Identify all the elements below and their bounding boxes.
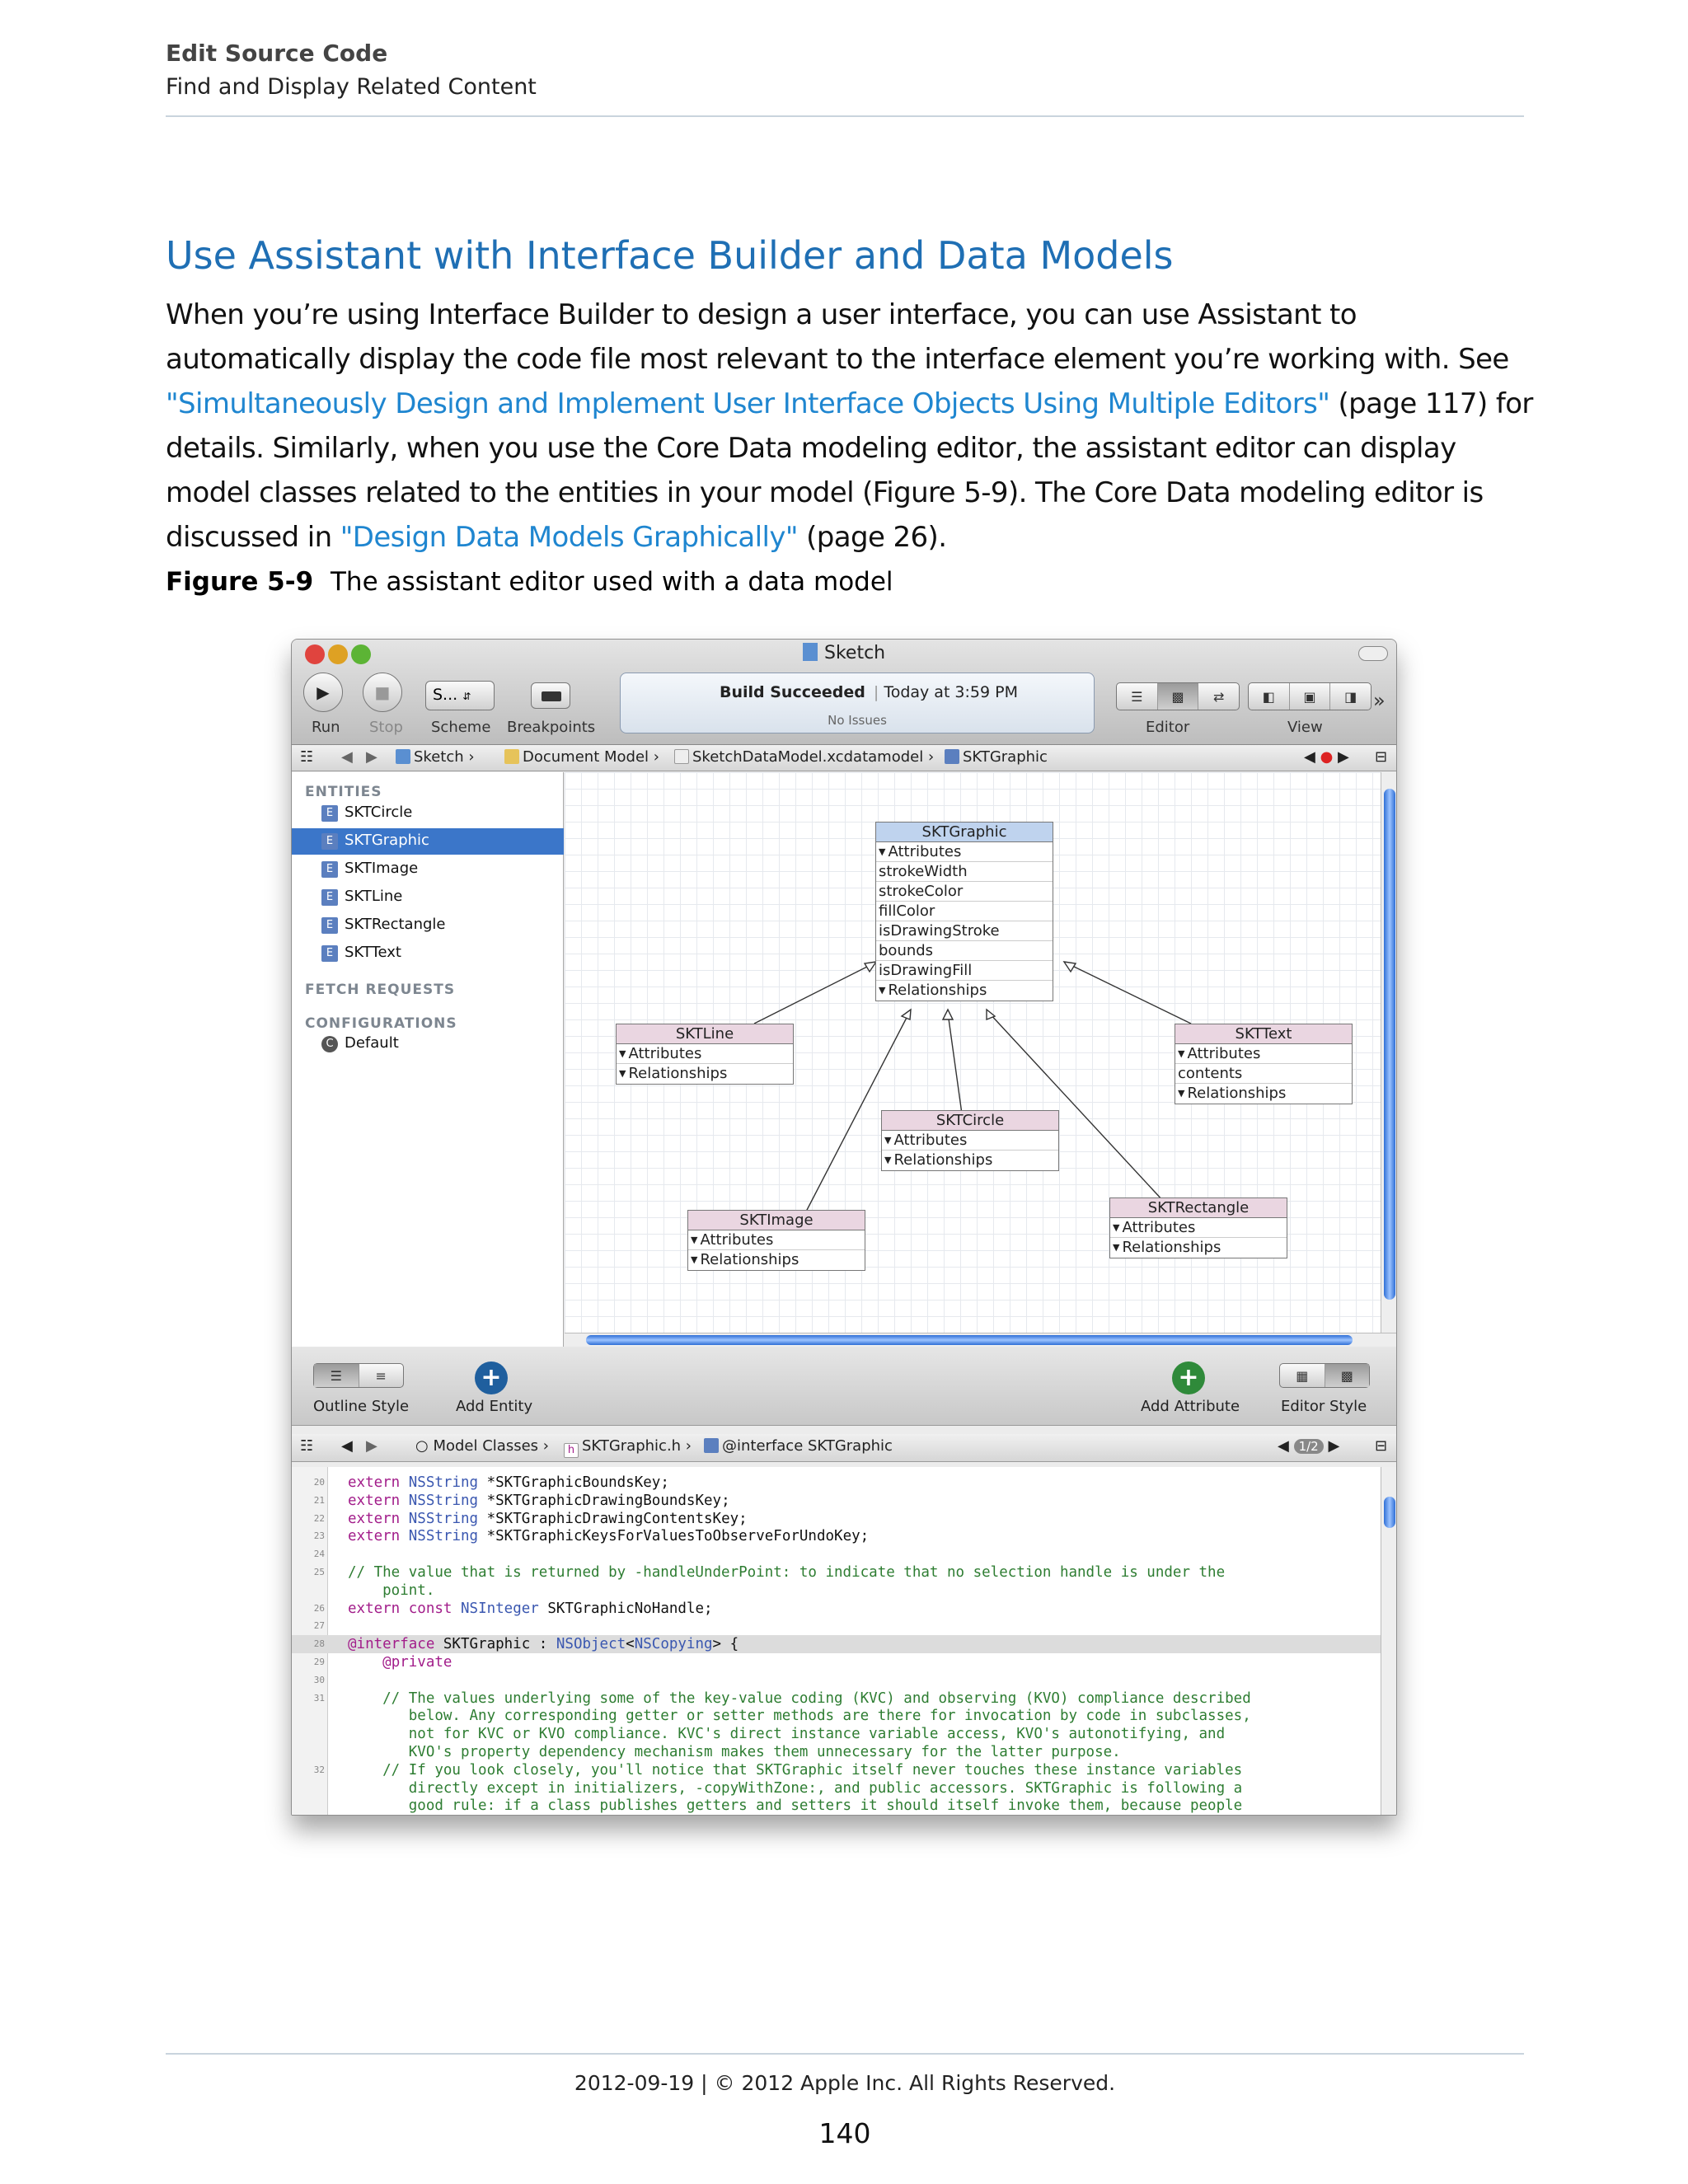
chapter-title: Edit Source Code	[166, 40, 388, 67]
code-line[interactable]	[292, 1474, 1381, 1492]
entity-title: SKTCircle	[882, 1111, 1058, 1131]
toolbar-toggle-button[interactable]	[1358, 646, 1388, 661]
code-line[interactable]	[292, 1761, 1381, 1779]
add-entity-button[interactable]: +	[475, 1361, 508, 1394]
relationships-section[interactable]: ▼ Relationships	[617, 1064, 793, 1084]
attribute-row[interactable]: bounds	[876, 941, 1053, 961]
code-text: // If you look closely, you'll notice that SKTGraphic itself never touches these instance variables	[348, 1761, 1243, 1779]
attributes-section[interactable]: ▼ Attributes	[617, 1044, 793, 1064]
code-line[interactable]	[292, 1600, 1381, 1618]
entity-box-sktline[interactable]	[616, 1024, 794, 1085]
code-line[interactable]	[292, 1527, 1381, 1545]
related-items-icon[interactable]: ☷	[300, 1437, 314, 1455]
jump-item-entity[interactable]: SKTGraphic	[945, 748, 1048, 766]
attribute-row[interactable]: isDrawingStroke	[876, 921, 1053, 941]
attributes-section[interactable]: ▼ Attributes	[1110, 1218, 1287, 1238]
body-paragraph	[166, 293, 1534, 560]
project-icon	[803, 643, 818, 661]
entity-box-sktrectangle[interactable]	[1109, 1197, 1287, 1258]
line-number: 32	[313, 1764, 325, 1775]
entity-icon: E	[321, 805, 338, 822]
forward-arrow-icon[interactable]: ▶	[366, 748, 377, 766]
window-toolbar	[292, 640, 1397, 745]
assistant-jump-bar	[292, 1434, 1397, 1462]
error-icon: ●	[1320, 748, 1334, 766]
attribute-row[interactable]: strokeWidth	[876, 862, 1053, 882]
code-line[interactable]	[292, 1671, 1381, 1690]
jump-item-file[interactable]: SketchDataModel.xcdatamodel ›	[674, 748, 934, 766]
arrowhead-skttext	[1064, 962, 1076, 972]
outline-style-control[interactable]	[313, 1363, 404, 1388]
scheme-value: S...	[433, 686, 458, 704]
jump-item-project[interactable]: Sketch ›	[396, 748, 475, 766]
entity-box-skttext[interactable]	[1175, 1024, 1353, 1104]
line-number: 25	[313, 1567, 325, 1577]
header-file-icon: h	[564, 1443, 579, 1458]
paragraph-text-1: When you’re using Interface Builder to design a user interface, you can use Assistant to automatically display the code file most relevant to the interface element you’re working with. See	[166, 298, 1509, 376]
navigator-toggle-icon[interactable]: ◧	[1249, 683, 1290, 710]
entity-icon: E	[321, 917, 338, 934]
entity-icon: E	[321, 945, 338, 962]
arrowhead-sktline	[865, 962, 876, 972]
code-line[interactable]	[292, 1653, 1381, 1671]
view-segmented-control[interactable]	[1248, 682, 1372, 710]
graph-style-icon[interactable]: ▩	[1325, 1364, 1370, 1387]
forward-arrow-icon[interactable]: ▶	[366, 1437, 377, 1455]
attribute-row[interactable]: contents	[1175, 1064, 1352, 1084]
run-label: Run	[312, 719, 340, 736]
code-text: extern NSString *SKTGraphicDrawingBoundsKey;	[348, 1492, 730, 1509]
entity-item-sktgraphic[interactable]: E SKTGraphic	[292, 828, 564, 855]
configuration-item-default[interactable]: C Default	[292, 1031, 564, 1057]
attributes-section[interactable]: ▼ Attributes	[876, 842, 1053, 862]
entity-item-sktrectangle[interactable]: E SKTRectangle	[292, 912, 564, 939]
entity-sidebar	[292, 772, 564, 1347]
counterpart-counter: 1/2	[1294, 1439, 1324, 1454]
entities-header: ENTITIES	[305, 784, 382, 800]
line-number: 23	[313, 1530, 325, 1542]
entity-icon: E	[321, 833, 338, 850]
view-label: View	[1287, 719, 1323, 736]
figure-caption	[166, 567, 893, 597]
link-multiple-editors[interactable]: "Simultaneously Design and Implement User Interface Objects Using Multiple Editors"	[166, 387, 1330, 420]
entity-title: SKTImage	[688, 1211, 865, 1230]
jump-item-group[interactable]: Document Model ›	[504, 748, 659, 766]
code-text: good rule: if a class publishes getters and setters it should itself invoke them, because people	[348, 1797, 1243, 1815]
entity-title: SKTText	[1175, 1024, 1352, 1044]
outline-style-label: Outline Style	[313, 1398, 410, 1415]
project-icon	[396, 749, 410, 764]
minimize-button[interactable]	[328, 644, 348, 664]
paragraph-text-3: (page 26).	[797, 521, 947, 554]
back-arrow-icon[interactable]: ◀	[341, 748, 353, 766]
window-title	[803, 643, 885, 663]
code-text: not for KVC or KVO compliance. KVC's direct instance variable access, KVO's autonotifying, and	[348, 1726, 1226, 1743]
code-line[interactable]	[292, 1492, 1381, 1510]
entity-box-sktimage[interactable]	[687, 1210, 865, 1271]
jump-bar	[292, 745, 1397, 771]
add-attribute-button[interactable]: +	[1172, 1361, 1205, 1394]
close-button[interactable]	[305, 644, 325, 664]
debug-area-toggle-icon[interactable]: ▣	[1290, 683, 1331, 710]
editor-style-label: Editor Style	[1281, 1398, 1367, 1415]
entity-icon	[945, 749, 959, 764]
code-text: @interface SKTGraphic : NSObject<NSCopying> {	[348, 1636, 739, 1653]
attribute-row[interactable]: isDrawingFill	[876, 961, 1053, 981]
stop-button[interactable]	[363, 673, 402, 712]
line-number: 30	[313, 1674, 325, 1685]
page-number: 140	[818, 2117, 871, 2149]
standard-editor-icon[interactable]: ☰	[1117, 683, 1158, 710]
utilities-toggle-icon[interactable]: ◨	[1344, 688, 1357, 705]
build-status: Build Succeeded	[720, 683, 865, 701]
code-text: @private	[382, 1654, 452, 1671]
code-line[interactable]	[292, 1545, 1381, 1563]
line-number: 31	[313, 1692, 325, 1704]
toolbar-overflow[interactable]: »	[1373, 689, 1386, 712]
line-number: 27	[313, 1620, 325, 1632]
stop-icon: ■	[374, 682, 391, 702]
code-text: directly except in initializers, -copyWithZone:, and public accessors. SKTGraphic is following a	[348, 1779, 1243, 1797]
play-icon: ▶	[316, 682, 330, 702]
issues-status: No Issues	[828, 713, 887, 728]
code-line[interactable]	[292, 1779, 1381, 1797]
entity-title: SKTLine	[617, 1024, 793, 1044]
page-header	[166, 38, 1524, 117]
code-line[interactable]	[292, 1510, 1381, 1528]
scroll-thumb[interactable]	[1384, 789, 1395, 1300]
entity-icon: E	[321, 861, 338, 878]
attributes-section[interactable]: ▼ Attributes	[882, 1131, 1058, 1151]
scroll-thumb[interactable]	[1384, 1497, 1395, 1528]
code-text: // The value that is returned by -handleUnderPoint: to indicate that no selection handle is under the	[348, 1564, 1226, 1581]
xcode-window	[291, 639, 1397, 1816]
add-attribute-label: Add Attribute	[1141, 1398, 1240, 1415]
stop-label: Stop	[369, 719, 403, 736]
line-number: 22	[313, 1512, 325, 1524]
issue-navigation[interactable]: ◀ ● ▶	[1304, 748, 1349, 766]
code-line[interactable]	[292, 1617, 1381, 1635]
build-time: Today at 3:59 PM	[884, 683, 1018, 701]
run-button[interactable]	[303, 673, 343, 712]
code-line[interactable]	[292, 1797, 1381, 1815]
relationships-section[interactable]: ▼ Relationships	[876, 981, 1053, 1001]
close-editor-icon[interactable]: ⊟	[1375, 748, 1388, 766]
assistant-mode-icon: ○	[415, 1437, 429, 1455]
scroll-thumb[interactable]	[586, 1335, 1353, 1345]
entity-box-sktgraphic[interactable]	[875, 822, 1053, 1001]
back-arrow-icon[interactable]: ◀	[341, 1437, 353, 1455]
relationships-section[interactable]: ▼ Relationships	[688, 1250, 865, 1270]
jump-item-interface[interactable]: @interface SKTGraphic	[704, 1437, 893, 1455]
entity-item-sktcircle[interactable]: E SKTCircle	[292, 800, 564, 827]
entity-item-sktline[interactable]: E SKTLine	[292, 884, 564, 911]
fetch-requests-header: FETCH REQUESTS	[305, 982, 456, 998]
section-title: Find and Display Related Content	[166, 74, 537, 100]
code-line[interactable]	[292, 1635, 1381, 1653]
relationships-section[interactable]: ▼ Relationships	[882, 1151, 1058, 1170]
line-number: 20	[313, 1477, 325, 1488]
code-text: // The values underlying some of the key-value coding (KVC) and observing (KVO) compliance described	[348, 1690, 1251, 1707]
code-text: KVO's property dependency mechanism makes them unnecessary for the latter purpose.	[348, 1744, 1121, 1760]
line-number: 28	[313, 1638, 325, 1650]
scheme-popup[interactable]	[425, 681, 495, 710]
entity-item-skttext[interactable]: E SKTText	[292, 940, 564, 967]
code-text: point.	[348, 1582, 435, 1599]
file-icon	[674, 749, 689, 764]
editor-segmented-control[interactable]	[1116, 682, 1240, 710]
list-icon[interactable]: ☰	[314, 1364, 359, 1387]
configuration-icon: C	[321, 1036, 338, 1052]
code-line[interactable]	[292, 1725, 1381, 1743]
code-text: extern NSString *SKTGraphicBoundsKey;	[348, 1474, 669, 1491]
assistant-source-editor[interactable]	[292, 1467, 1381, 1816]
paragraph-text-2: (page 117) for details. Similarly, when you use the Core Data modeling editor, the assistant editor can display model classes related to the entities in your model (Figure 5-9). The Core Data modeling editor is discussed in	[166, 387, 1533, 554]
canvas-horizontal-scrollbar[interactable]	[565, 1333, 1397, 1347]
updown-icon: ⇵	[462, 691, 471, 702]
code-text: extern NSString *SKTGraphicDrawingContentsKey;	[348, 1510, 748, 1527]
relationships-section[interactable]: ▼ Relationships	[1175, 1084, 1352, 1104]
editor-label: Editor	[1146, 719, 1190, 736]
canvas-vertical-scrollbar[interactable]	[1381, 772, 1397, 1333]
class-icon	[704, 1438, 719, 1453]
code-text: extern const NSInteger SKTGraphicNoHandle;	[348, 1600, 713, 1617]
code-line[interactable]	[292, 1563, 1381, 1582]
breakpoint-icon	[542, 691, 561, 701]
jump-item-model-classes[interactable]: ○ Model Classes ›	[415, 1437, 549, 1455]
line-number: 26	[313, 1602, 325, 1614]
attributes-section[interactable]: ▼ Attributes	[688, 1230, 865, 1250]
related-items-icon[interactable]: ☷	[300, 748, 314, 766]
scheme-label: Scheme	[431, 719, 491, 736]
figure-label: Figure 5-9	[166, 567, 314, 597]
attributes-section[interactable]: ▼ Attributes	[1175, 1044, 1352, 1064]
line-number: 21	[313, 1494, 325, 1506]
code-line[interactable]	[292, 1707, 1381, 1725]
entity-box-sktcircle[interactable]	[881, 1110, 1059, 1171]
page-footer	[166, 2053, 1524, 2149]
tree-icon[interactable]: ≡	[375, 1367, 387, 1384]
model-editor-bottom-bar	[292, 1347, 1397, 1426]
entity-icon: E	[321, 889, 338, 906]
editor-style-control[interactable]	[1279, 1363, 1370, 1388]
arrowhead-sktcircle	[943, 1010, 953, 1019]
line-number: 24	[313, 1549, 325, 1560]
add-entity-label: Add Entity	[456, 1398, 533, 1415]
page-heading: Use Assistant with Interface Builder and Data Models	[166, 233, 1174, 278]
configurations-header: CONFIGURATIONS	[305, 1015, 457, 1032]
arrowhead-sktimage	[902, 1010, 911, 1019]
inheritance-line-sktline	[754, 963, 874, 1024]
entity-item-sktimage[interactable]: E SKTImage	[292, 856, 564, 883]
folder-icon	[504, 749, 519, 764]
entity-title: SKTGraphic	[876, 823, 1053, 842]
link-design-data-models[interactable]: "Design Data Models Graphically"	[340, 521, 798, 554]
code-line[interactable]	[292, 1690, 1381, 1708]
counterpart-navigation[interactable]: ◀ 1/2 ▶	[1278, 1437, 1340, 1455]
attribute-row[interactable]: fillColor	[876, 902, 1053, 921]
jump-item-header-file[interactable]: h SKTGraphic.h ›	[564, 1437, 692, 1458]
code-line[interactable]	[292, 1743, 1381, 1761]
model-graph-canvas[interactable]	[565, 772, 1381, 1333]
code-line[interactable]	[292, 1582, 1381, 1600]
code-text: below. Any corresponding getter or setter methods are there for invocation by code in subclasses,	[348, 1708, 1251, 1725]
table-style-icon[interactable]: ▦	[1280, 1364, 1325, 1387]
code-vertical-scrollbar[interactable]	[1381, 1467, 1397, 1816]
activity-view: Build Succeeded | Today at 3:59 PM No Issues	[620, 673, 1095, 733]
code-text: extern NSString *SKTGraphicKeysForValuesToObserveForUndoKey;	[348, 1528, 870, 1545]
entity-title: SKTRectangle	[1110, 1198, 1287, 1218]
zoom-button[interactable]	[351, 644, 371, 664]
relationships-section[interactable]: ▼ Relationships	[1110, 1238, 1287, 1258]
assistant-editor-icon[interactable]: ▩	[1158, 683, 1199, 710]
close-assistant-icon[interactable]: ⊟	[1375, 1437, 1388, 1455]
line-number: 29	[313, 1657, 325, 1667]
breakpoints-button[interactable]	[531, 682, 570, 709]
figure-caption-text: The assistant editor used with a data model	[331, 567, 893, 597]
version-editor-icon[interactable]: ⇄	[1212, 688, 1225, 705]
attribute-row[interactable]: strokeColor	[876, 882, 1053, 902]
window-title-text: Sketch	[824, 643, 886, 663]
inheritance-line-skttext	[1067, 963, 1191, 1024]
footer-copyright: 2012-09-19 | © 2012 Apple Inc. All Rights Reserved.	[574, 2071, 1116, 2095]
breakpoints-label: Breakpoints	[507, 719, 596, 736]
